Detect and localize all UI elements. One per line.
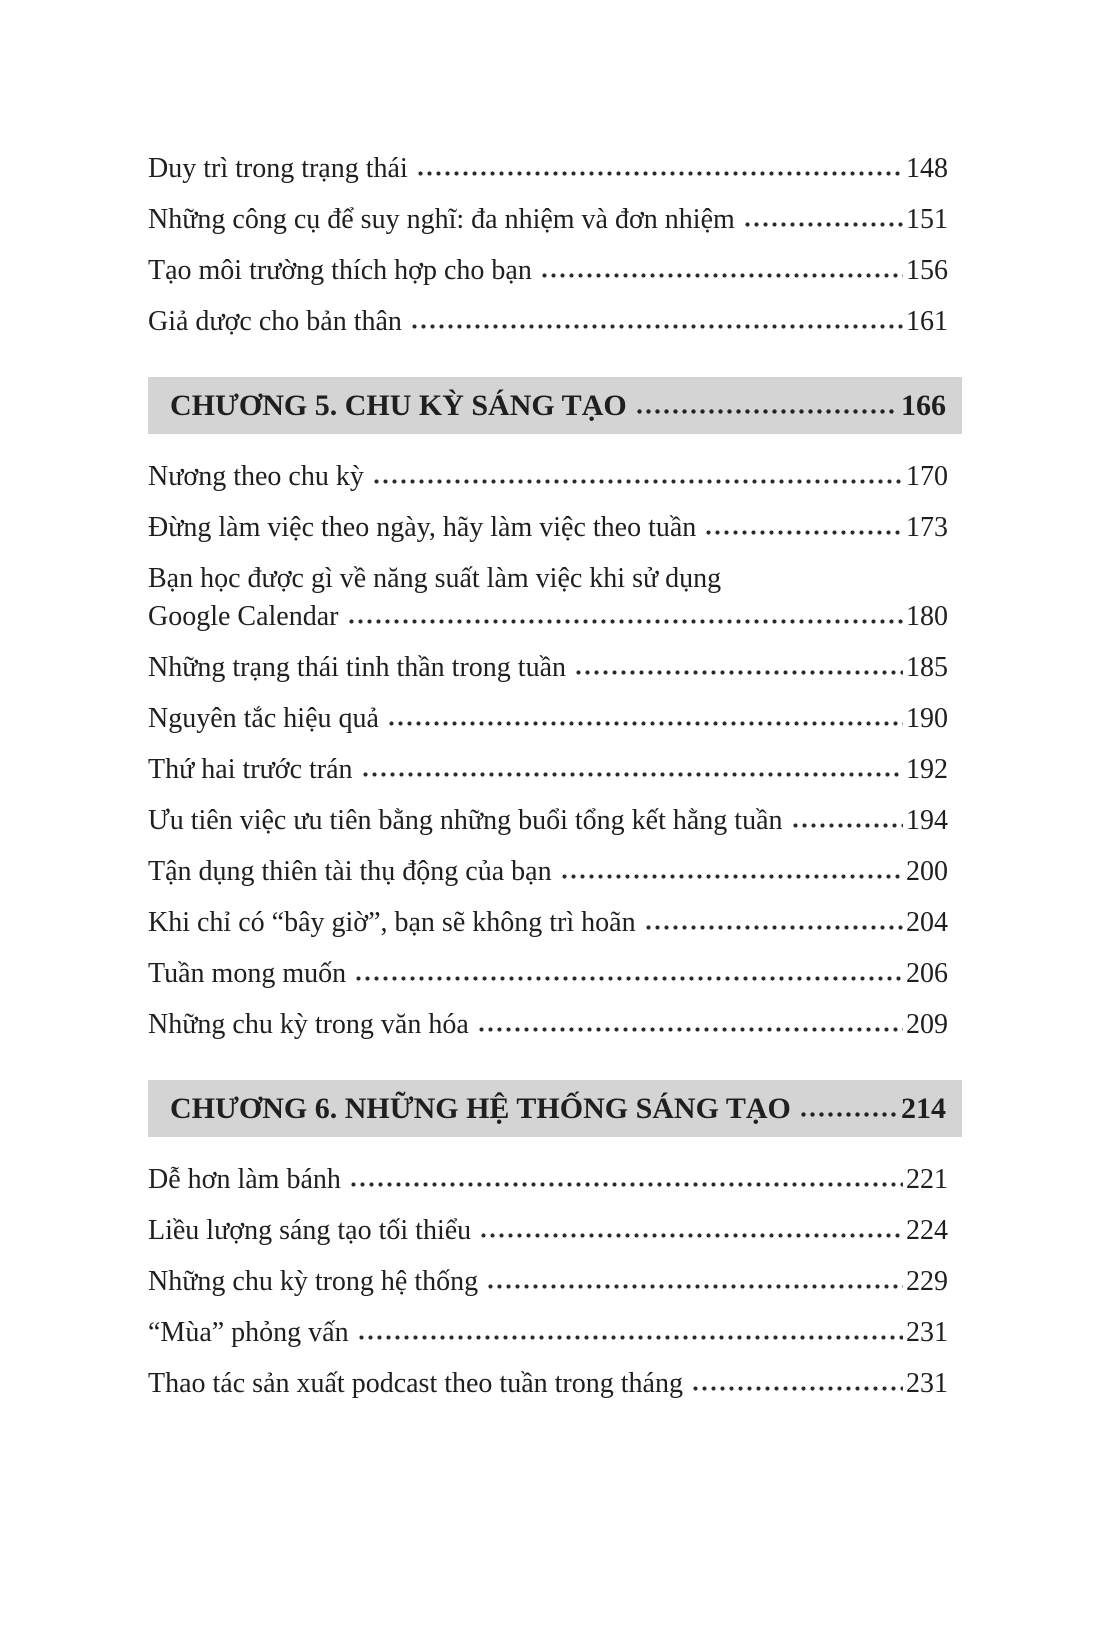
entry-page-number: 206 — [906, 958, 948, 989]
toc-entry[interactable] — [148, 649, 948, 687]
dotted-leader — [416, 170, 903, 177]
toc-entry[interactable] — [148, 1006, 948, 1044]
entry-title-line2: Google Calendar — [148, 601, 339, 632]
toc-entry[interactable] — [148, 1263, 948, 1301]
dotted-leader — [691, 1385, 903, 1392]
entry-page-number: 156 — [906, 255, 948, 286]
toc-entry[interactable] — [148, 150, 948, 188]
entry-line2 — [148, 598, 948, 636]
dotted-leader — [799, 1111, 898, 1118]
entry-page-number: 192 — [906, 754, 948, 785]
dotted-leader — [486, 1283, 903, 1290]
entry-page-number: 173 — [906, 512, 948, 543]
entry-title: “Mùa” phỏng vấn — [148, 1317, 349, 1348]
entry-page-number: 209 — [906, 1009, 948, 1040]
toc-entry[interactable] — [148, 303, 948, 341]
dotted-leader — [743, 221, 903, 228]
table-of-contents — [148, 150, 948, 1416]
toc-entry[interactable] — [148, 458, 948, 496]
toc-entry[interactable] — [148, 700, 948, 738]
chapter-page-number: 166 — [901, 389, 946, 422]
dotted-leader — [361, 771, 903, 778]
dotted-leader — [635, 408, 898, 415]
toc-entry[interactable] — [148, 560, 948, 636]
toc-entry[interactable] — [148, 1314, 948, 1352]
dotted-leader — [410, 323, 903, 330]
entry-title: Tuần mong muốn — [148, 958, 347, 989]
dotted-leader — [704, 529, 903, 536]
entry-page-number: 161 — [906, 306, 948, 337]
toc-entry[interactable] — [148, 853, 948, 891]
entry-title-line1: Bạn học được gì về năng suất làm việc khi sử dụng — [148, 563, 722, 594]
entry-page-number: 231 — [906, 1317, 948, 1348]
chapter-heading[interactable] — [148, 377, 962, 434]
dotted-leader — [479, 1232, 903, 1239]
dotted-leader — [372, 478, 903, 485]
entry-page-number: 180 — [906, 601, 948, 632]
entry-title: Những chu kỳ trong văn hóa — [148, 1009, 469, 1040]
entry-title: Ưu tiên việc ưu tiên bằng những buổi tổng kết hằng tuần — [148, 805, 783, 836]
toc-entry[interactable] — [148, 1161, 948, 1199]
entry-page-number: 151 — [906, 204, 948, 235]
toc-entry[interactable] — [148, 751, 948, 789]
entry-title: Tạo môi trường thích hợp cho bạn — [148, 255, 532, 286]
dotted-leader — [354, 975, 903, 982]
entry-page-number: 231 — [906, 1368, 948, 1399]
entry-page-number: 221 — [906, 1164, 948, 1195]
chapter-page-number: 214 — [901, 1092, 946, 1125]
toc-entry[interactable] — [148, 509, 948, 547]
entry-page-number: 224 — [906, 1215, 948, 1246]
entry-title: Nương theo chu kỳ — [148, 461, 364, 492]
entry-title: Thứ hai trước trán — [148, 754, 353, 785]
entry-title: Thao tác sản xuất podcast theo tuần trong tháng — [148, 1368, 683, 1399]
entry-page-number: 194 — [906, 805, 948, 836]
entry-page-number: 185 — [906, 652, 948, 683]
dotted-leader — [791, 822, 903, 829]
entry-title: Nguyên tắc hiệu quả — [148, 703, 379, 734]
dotted-leader — [349, 1181, 903, 1188]
dotted-leader — [347, 618, 904, 625]
chapter-title: CHƯƠNG 6. NHỮNG HỆ THỐNG SÁNG TẠO — [170, 1092, 791, 1125]
entry-title: Duy trì trong trạng thái — [148, 153, 408, 184]
dotted-leader — [387, 720, 903, 727]
toc-entry[interactable] — [148, 955, 948, 993]
entry-page-number: 190 — [906, 703, 948, 734]
chapter-title: CHƯƠNG 5. CHU KỲ SÁNG TẠO — [170, 389, 627, 422]
dotted-leader — [644, 924, 903, 931]
entry-title: Những trạng thái tinh thần trong tuần — [148, 652, 566, 683]
entry-page-number: 229 — [906, 1266, 948, 1297]
toc-entry[interactable] — [148, 1365, 948, 1403]
dotted-leader — [574, 669, 903, 676]
entry-page-number: 170 — [906, 461, 948, 492]
dotted-leader — [540, 272, 903, 279]
entry-title: Khi chỉ có “bây giờ”, bạn sẽ không trì hoãn — [148, 907, 636, 938]
chapter-heading[interactable] — [148, 1080, 962, 1137]
entry-title: Đừng làm việc theo ngày, hãy làm việc theo tuần — [148, 512, 697, 543]
dotted-leader — [357, 1334, 903, 1341]
toc-entry[interactable] — [148, 904, 948, 942]
entry-title: Liều lượng sáng tạo tối thiểu — [148, 1215, 472, 1246]
toc-entry[interactable] — [148, 201, 948, 239]
dotted-leader — [477, 1026, 903, 1033]
entry-title: Những công cụ để suy nghĩ: đa nhiệm và đơn nhiệm — [148, 204, 735, 235]
toc-entry[interactable] — [148, 1212, 948, 1250]
dotted-leader — [560, 873, 903, 880]
toc-entry[interactable] — [148, 252, 948, 290]
entry-page-number: 148 — [906, 153, 948, 184]
entry-title: Những chu kỳ trong hệ thống — [148, 1266, 479, 1297]
entry-page-number: 204 — [906, 907, 948, 938]
entry-page-number: 200 — [906, 856, 948, 887]
entry-title: Tận dụng thiên tài thụ động của bạn — [148, 856, 552, 887]
entry-title: Dễ hơn làm bánh — [148, 1164, 341, 1195]
toc-entry[interactable] — [148, 802, 948, 840]
entry-title: Giả dược cho bản thân — [148, 306, 402, 337]
